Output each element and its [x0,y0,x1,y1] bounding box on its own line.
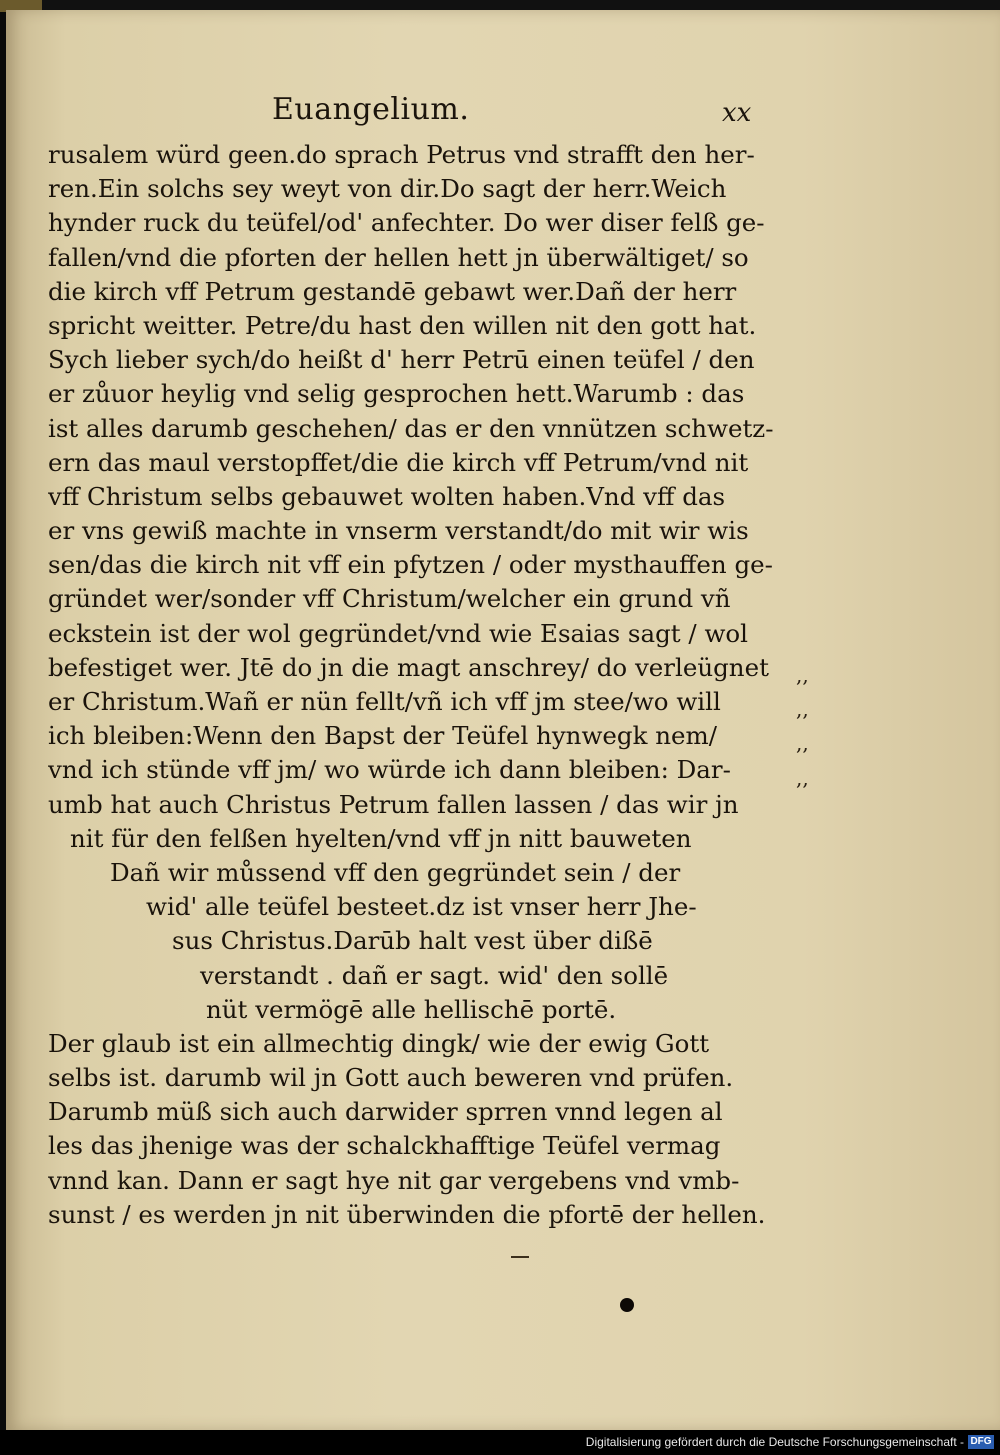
text-line: fallen/vnd die pforten der hellen hett jn überwältiget/ so [48,242,749,272]
margin-mark: ,, [796,697,809,722]
funding-credit: Digitalisierung gefördert durch die Deutsche Forschungsgemeinschaft - [585,1435,964,1449]
tapered-line: Dañ wir můssend vff den gegründet sein / der [110,857,681,887]
text-line: er Christum.Wañ er nün fellt/vñ ich vff jm stee/wo will [48,687,721,716]
text-line: befestiget wer. Jtē do jn die magt anschrey/ do verleügnet [48,652,769,682]
text-line: umb hat auch Christus Petrum fallen lassen / das wir jn [48,789,739,819]
text-line: ren.Ein solchs sey weyt von dir.Do sagt der herr.Weich [48,174,727,204]
text-line: gründet wer/sonder vff Christum/welcher ein grund vñ [48,584,731,614]
text-line: sen/das die kirch nit vff ein pfytzen / oder mysthauffen ge- [48,550,773,580]
folio-number: xx [722,98,752,128]
text-line: ern das maul verstopffet/die die kirch vff Petrum/vnd nit [48,447,749,477]
text-line: die kirch vff Petrum gestandē gebawt wer.Dañ der herr [48,276,737,306]
margin-quotation-marks [796,658,836,795]
paragraph-line: vnnd kan. Dann er sagt hye nit gar vergebens vnd vmb- [48,1165,740,1195]
ink-dot [620,1298,634,1312]
paragraph-line: sunst / es werden jn nit überwinden die pfortē der hellen. [48,1199,766,1229]
paragraph-line: les das jhenige was der schalckhafftige Teüfel vermag [48,1131,721,1161]
digitization-footer [0,1430,1000,1455]
text-block [48,138,808,1232]
tapered-line: nit für den felßen hyelten/vnd vff jn nitt bauweten [70,823,692,853]
book-page [6,10,1000,1430]
text-line: hynder ruck du teüfel/od' anfechter. Do wer diser felß ge- [48,208,765,238]
margin-mark: ,, [796,663,809,687]
text-line: ich bleiben:Wenn den Bapst der Teüfel hynwegk nem/ [48,721,718,751]
scan-top-border [0,0,1000,10]
text-line: vff Christum selbs gebauwet wolten haben.Vnd vff das [48,481,726,511]
margin-mark: ,, [796,765,809,790]
running-title: Euangelium. [272,92,470,127]
text-line: eckstein ist der wol gegründet/vnd wie Esaias sagt / wol [48,618,749,648]
ink-dash [511,1256,529,1258]
text-line: vnd ich stünde vff jm/ wo würde ich dann bleiben: Dar- [48,755,731,785]
tapered-line: wid' alle teüfel besteet.dz ist vnser herr Jhe- [146,892,697,922]
margin-mark: ,, [796,731,809,756]
text-line: er vns gewiß machte in vnserm verstandt/do mit wir wis [48,516,749,546]
tapered-line: verstandt . dañ er sagt. wid' den sollē [200,960,669,990]
tapered-line: sus Christus.Darūb halt vest über dißē [172,926,653,956]
paragraph-line: Darumb müß sich auch darwider sprren vnnd legen al [48,1097,723,1127]
paragraph-line: Der glaub ist ein allmechtig dingk/ wie der ewig Gott [48,1028,710,1058]
dfg-logo: DFG [968,1435,994,1449]
text-line: rusalem würd geen.do sprach Petrus vnd strafft den her- [48,140,755,169]
text-line: er zůuor heylig vnd selig gesprochen hett.Warumb : das [48,379,745,409]
page-header [6,92,1000,132]
text-line: ist alles darumb geschehen/ das er den vnnützen schwetz- [48,413,774,443]
text-line: spricht weitter. Petre/du hast den willen nit den gott hat. [48,310,757,340]
text-line: Sych lieber sych/do heißt d' herr Petrū einen teüfel / den [48,345,755,375]
tapered-line: nüt vermögē alle hellischē portē. [206,994,617,1024]
paragraph-line: selbs ist. darumb wil jn Gott auch beweren vnd prüfen. [48,1063,734,1093]
